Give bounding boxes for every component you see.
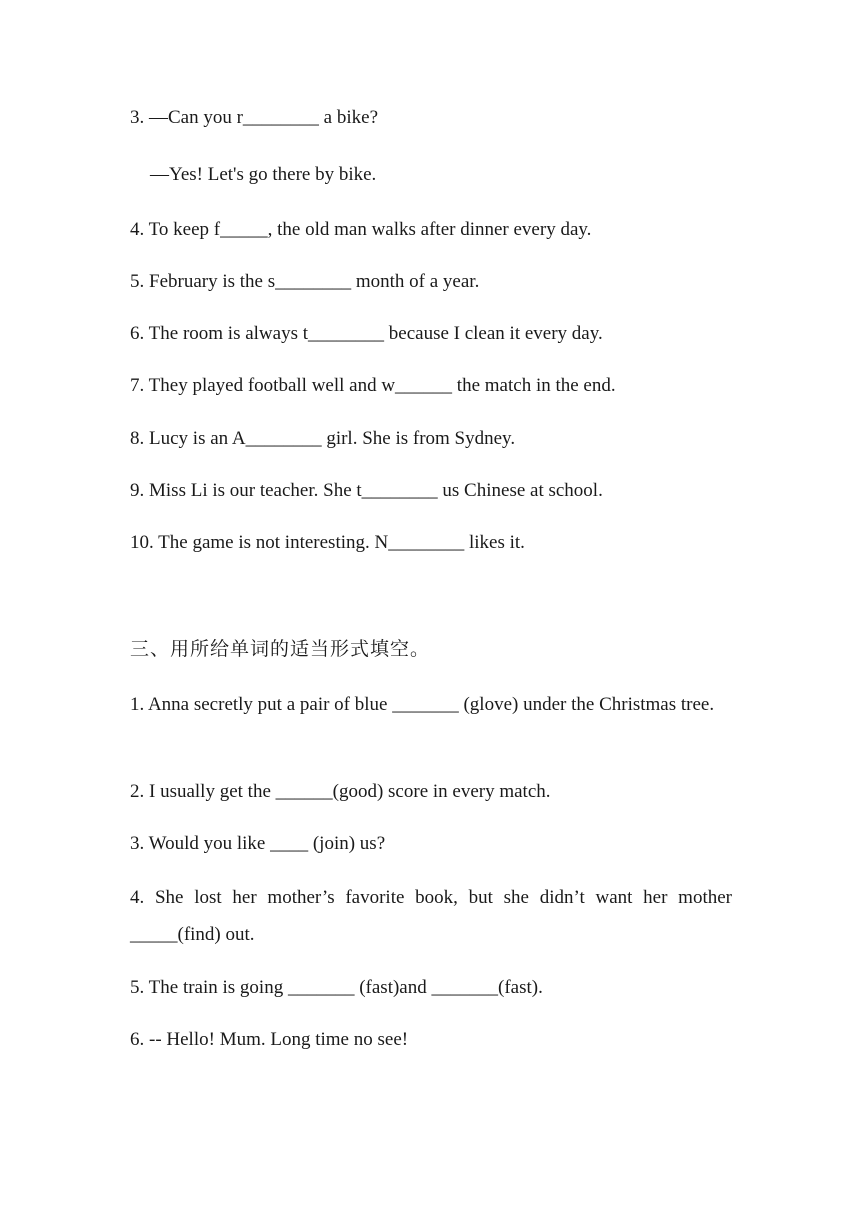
question-4: 4. To keep f_____, the old man walks after dinner every day. [130,219,592,240]
exercise-1: 1. Anna secretly put a pair of blue _______ (glove) under the Christmas tree. [130,694,715,715]
question-6: 6. The room is always t________ because I clean it every day. [130,323,603,344]
exercise-4: 4. She lost her mother’s favorite book, but she didn’t want her mother _____(find) out. [130,887,732,945]
exercise-2: 2. I usually get the ______(good) score in every match. [130,781,551,802]
question-8: 8. Lucy is an A________ girl. She is from Sydney. [130,428,516,449]
section-heading: 三、用所给单词的适当形式填空。 [130,638,431,660]
question-9: 9. Miss Li is our teacher. She t________ us Chinese at school. [130,480,603,501]
exercise-6: 6. -- Hello! Mum. Long time no see! [130,1029,409,1050]
question-10: 10. The game is not interesting. N________ likes it. [130,532,525,553]
exercise-3: 3. Would you like ____ (join) us? [130,833,386,854]
question-3: 3. —Can you r________ a bike? [130,107,379,128]
exercise-5: 5. The train is going _______ (fast)and _______(fast). [130,977,543,998]
question-5: 5. February is the s________ month of a year. [130,271,480,292]
question-7: 7. They played football well and w______ the match in the end. [130,375,616,396]
question-3-reply: —Yes! Let's go there by bike. [150,164,377,185]
